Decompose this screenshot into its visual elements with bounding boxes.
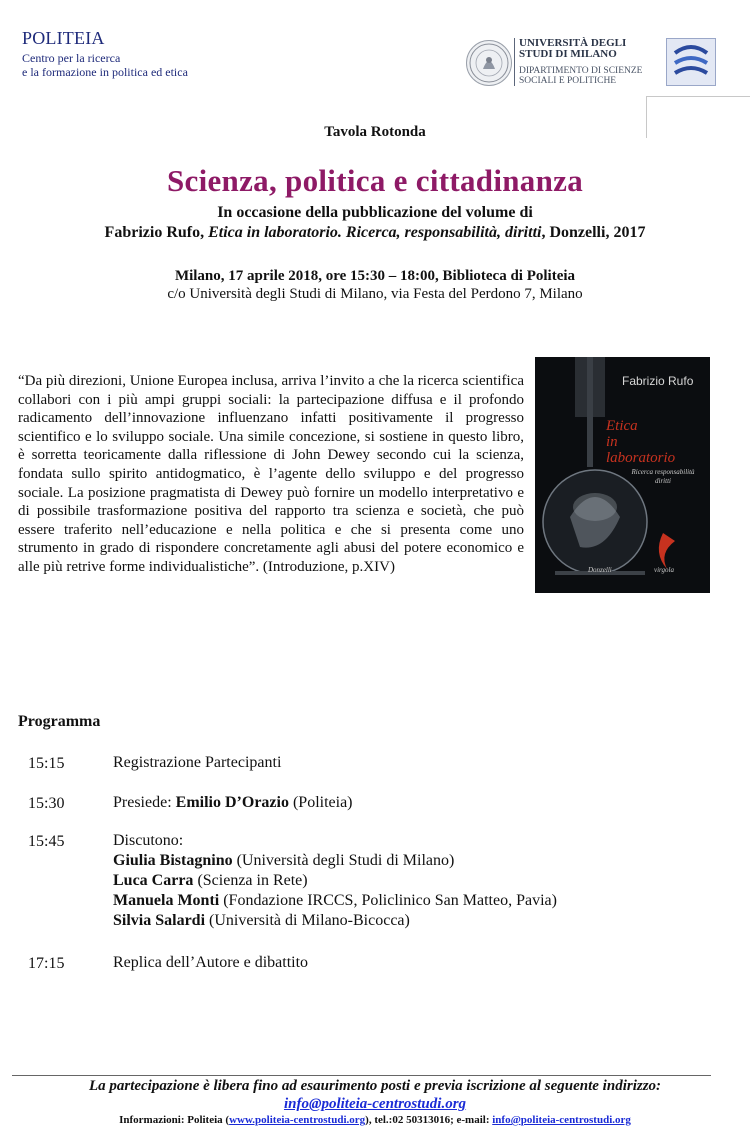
speaker-name: Luca Carra xyxy=(113,872,194,889)
registration-email-link[interactable]: info@politeia-centrostudi.org xyxy=(283,1096,467,1112)
volume-title: Etica in laboratorio. Ricerca, responsabilità, diritti xyxy=(208,224,542,241)
programme-time-2: 15:30 xyxy=(28,795,65,812)
chair-affiliation: (Politeia) xyxy=(292,794,353,811)
speaker-name: Silvia Salardi xyxy=(113,912,206,929)
speaker-row xyxy=(113,871,557,891)
registration-note: La partecipazione è libera fino ad esaurimento posti e previa iscrizione al seguente indirizzo: xyxy=(88,1078,662,1094)
speaker-name: Giulia Bistagnino xyxy=(113,852,233,869)
programme-item-2 xyxy=(113,793,353,813)
university-seal-logo xyxy=(466,40,512,86)
cover-series: virgola xyxy=(654,566,674,574)
department-name: DIPARTIMENTO DI SCIENZE SOCIALI E POLITICHE xyxy=(519,66,643,86)
cover-title-line-3: laboratorio xyxy=(606,450,676,466)
cover-title-line-2: in xyxy=(606,434,618,450)
speaker-name: Manuela Monti xyxy=(113,892,220,909)
programme-time-1: 15:15 xyxy=(28,755,65,772)
event-kicker: Tavola Rotonda xyxy=(324,124,426,140)
programme-item-1: Registrazione Partecipanti xyxy=(113,754,282,771)
volume-citation xyxy=(0,224,750,242)
cover-title xyxy=(606,418,706,466)
cover-author: Fabrizio Rufo xyxy=(622,374,694,388)
university-name-block xyxy=(514,38,659,86)
speaker-affiliation: (Fondazione IRCCS, Policlinico San Matteo, Pavia) xyxy=(223,892,557,909)
cover-title-line-1: Etica xyxy=(606,418,638,434)
speaker-affiliation: (Scienza in Rete) xyxy=(197,872,308,889)
speaker-row xyxy=(113,911,557,931)
chair-name: Emilio D’Orazio xyxy=(175,794,289,811)
programme-time-4: 17:15 xyxy=(28,955,65,972)
department-logo xyxy=(666,38,716,86)
contact-email-link[interactable]: info@politeia-centrostudi.org xyxy=(492,1114,631,1126)
book-quote: “Da più direzioni, Unione Europea inclusa, arriva l’invito a che la ricerca scientifica collabori con i più ampi gruppi sociali: la partecipazione diffusa e il profondo radicamento dell’innovazione influenzano infatti positivamente il progresso scientifico e lo sviluppo sociale. Una simile concezione, si sostiene in questo libro, è sorretta teoricamente dalla riflessione di John Dewey secondo cui la scienza, fondata sullo spirito antidogmatico, è l’agente dello sviluppo e del progresso sociale. La posizione pragmatista di Dewey può fornire un modello interpretativo e di possibile trasformazione positiva del rapporto tra scienza e società, che può essere traferito nell’educazione e nella politica e che si presenta come uno strumento in grado di rispondere concretamente agli abusi del potere economico e alle più retrive forme individualistiche”. (Introduzione, p.XIV) xyxy=(18,373,524,575)
footer-divider xyxy=(12,1075,711,1076)
speaker-affiliation: (Università di Milano-Bicocca) xyxy=(209,912,410,929)
event-date-place: Milano, 17 aprile 2018, ore 15:30 – 18:00, Biblioteca di Politeia xyxy=(174,268,576,284)
speaker-affiliation: (Università degli Studi di Milano) xyxy=(236,852,455,869)
programme-time-3: 15:45 xyxy=(28,833,65,850)
programme-heading: Programma xyxy=(18,713,101,730)
website-link[interactable]: www.politeia-centrostudi.org xyxy=(229,1114,366,1126)
speaker-row xyxy=(113,851,557,871)
event-title: Scienza, politica e cittadinanza xyxy=(166,163,583,198)
chair-label: Presiede: xyxy=(113,794,172,811)
event-address: c/o Università degli Studi di Milano, via Festa del Perdono 7, Milano xyxy=(167,286,583,302)
programme-item-4: Replica dell’Autore e dibattito xyxy=(113,954,309,971)
org-tagline-1: Centro per la ricerca xyxy=(22,51,121,65)
cover-subtitle: Ricerca responsabilità diritti xyxy=(631,468,695,485)
speaker-row xyxy=(113,891,557,911)
cover-publisher: Donzelli xyxy=(588,566,612,574)
volume-author: Fabrizio Rufo, xyxy=(104,224,205,241)
volume-publisher: , Donzelli, 2017 xyxy=(541,224,646,241)
event-occasion: In occasione della pubblicazione del volume di xyxy=(217,204,533,221)
contact-info xyxy=(0,1114,750,1126)
org-tagline-2: e la formazione in politica ed etica xyxy=(22,65,188,79)
discussants-label: Discutono: xyxy=(113,832,184,849)
org-name: POLITEIA xyxy=(22,28,105,48)
university-name: UNIVERSITÀ DEGLI STUDI DI MILANO xyxy=(519,37,627,60)
header-divider-horizontal xyxy=(646,96,750,97)
programme-item-3 xyxy=(113,831,557,931)
contact-middle: ), tel.:02 50313016; e-mail: xyxy=(365,1114,493,1126)
contact-prefix: Informazioni: Politeia ( xyxy=(119,1114,230,1126)
